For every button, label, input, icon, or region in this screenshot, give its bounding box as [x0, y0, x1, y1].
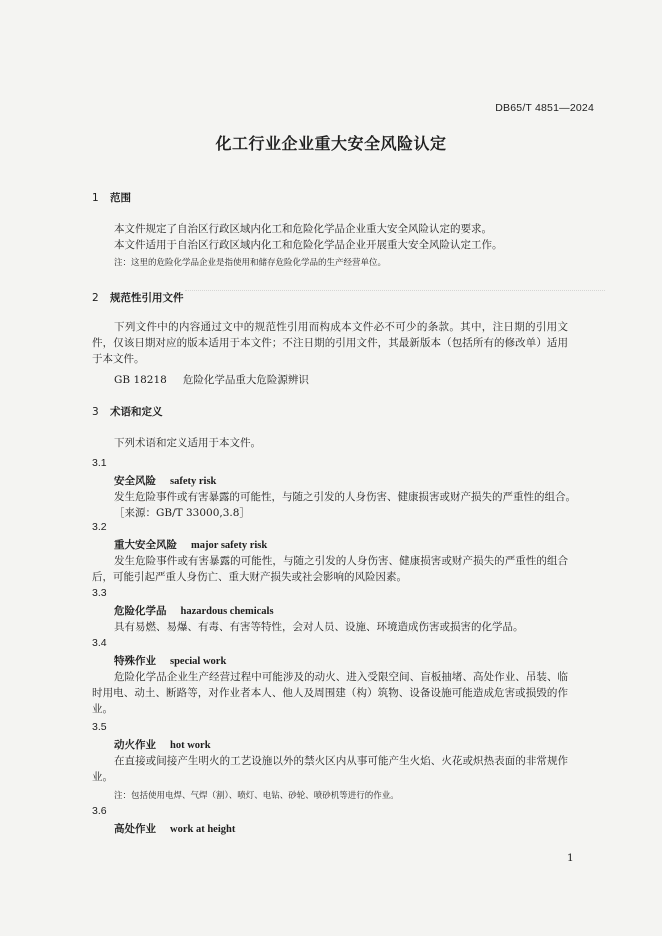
term-number: 3.4: [92, 637, 107, 649]
reference-code: GB 18218: [114, 374, 167, 386]
term-heading: [114, 653, 226, 668]
section-title: 规范性引用文件: [110, 292, 184, 304]
term-cn: 特殊作业: [114, 655, 156, 667]
term-heading: [114, 737, 211, 752]
term-heading: [114, 603, 274, 618]
term-number: 3.2: [92, 521, 107, 533]
document-title: 化工行业企业重大安全风险认定: [215, 134, 447, 153]
term-definition: 具有易燃、易爆、有毒、有害等特性，会对人员、设施、环境造成伤害或损害的化学品。: [114, 621, 524, 633]
term-cn: 高处作业: [114, 823, 156, 835]
term-definition: 发生危险事件或有害暴露的可能性，与随之引发的人身伤害、健康损害或财产损失的严重性的组合。: [114, 491, 576, 503]
section-number: 1: [92, 192, 99, 204]
term-definition: 危险化学品企业生产经营过程中可能涉及的动火、进入受限空间、盲板抽堵、高处作业、吊装、临时用电、动土、断路等，对作业者本人、他人及周围建（构）筑物、设备设施可能造成危害或损毁的作业。: [92, 671, 568, 715]
term-number: 3.5: [92, 721, 107, 733]
term-en: special work: [170, 656, 227, 667]
reference-title: 危险化学品重大危险源辨识: [182, 374, 309, 386]
section-title: 术语和定义: [110, 406, 163, 418]
page-number: 1: [567, 852, 574, 864]
term-number: 3.1: [92, 457, 107, 469]
term-cn: 动火作业: [114, 739, 156, 751]
normative-reference: [114, 372, 309, 388]
term-heading: [114, 821, 235, 836]
term-en: hot work: [170, 740, 211, 751]
term-number: 3.6: [92, 805, 107, 817]
scan-artifact-line: [185, 290, 605, 292]
term-heading: [114, 537, 267, 552]
note: 注：包括使用电焊、气焊（割）、喷灯、电钻、砂轮、喷砂机等进行的作业。: [114, 791, 399, 801]
term-definition: 发生危险事件或有害暴露的可能性，与随之引发的人身伤害、健康损害或财产损失的严重性的组合后，可能引起严重人身伤亡、重大财产损失或社会影响的风险因素。: [92, 555, 568, 583]
term-number: 3.3: [92, 587, 107, 599]
standard-code: DB65/T 4851—2024: [495, 102, 594, 114]
term-en: work at height: [170, 824, 236, 835]
term-cn: 安全风险: [114, 475, 156, 487]
term-cn: 危险化学品: [114, 605, 167, 617]
term-cn: 重大安全风险: [114, 539, 177, 551]
term-en: hazardous chemicals: [180, 606, 274, 617]
section-1-heading: [92, 190, 131, 205]
section-number: 2: [92, 292, 99, 304]
paragraph: 本文件适用于自治区行政区域内化工和危险化学品企业开展重大安全风险认定工作。: [114, 239, 503, 251]
term-heading: [114, 473, 216, 488]
paragraph: 本文件规定了自治区行政区域内化工和危险化学品企业重大安全风险认定的要求。: [114, 223, 492, 235]
term-en: major safety risk: [191, 540, 268, 551]
paragraph: 下列术语和定义适用于本文件。: [114, 437, 261, 449]
section-number: 3: [92, 406, 99, 418]
term-definition: 在直接或间接产生明火的工艺设施以外的禁火区内从事可能产生火焰、火花或炽热表面的非常规作业。: [92, 755, 568, 783]
term-en: safety risk: [170, 476, 217, 487]
section-2-heading: [92, 290, 184, 305]
term-source: ［来源：GB/T 33000,3.8］: [114, 507, 250, 519]
paragraph: 下列文件中的内容通过文中的规范性引用而构成本文件必不可少的条款。其中，注日期的引用文件，仅该日期对应的版本适用于本文件；不注日期的引用文件，其最新版本（包括所有的修改单）适用于本文件。: [92, 321, 568, 365]
section-title: 范围: [110, 192, 131, 204]
section-3-heading: [92, 404, 163, 419]
note: 注：这里的危险化学品企业是指使用和储存危险化学品的生产经营单位。: [114, 258, 387, 268]
